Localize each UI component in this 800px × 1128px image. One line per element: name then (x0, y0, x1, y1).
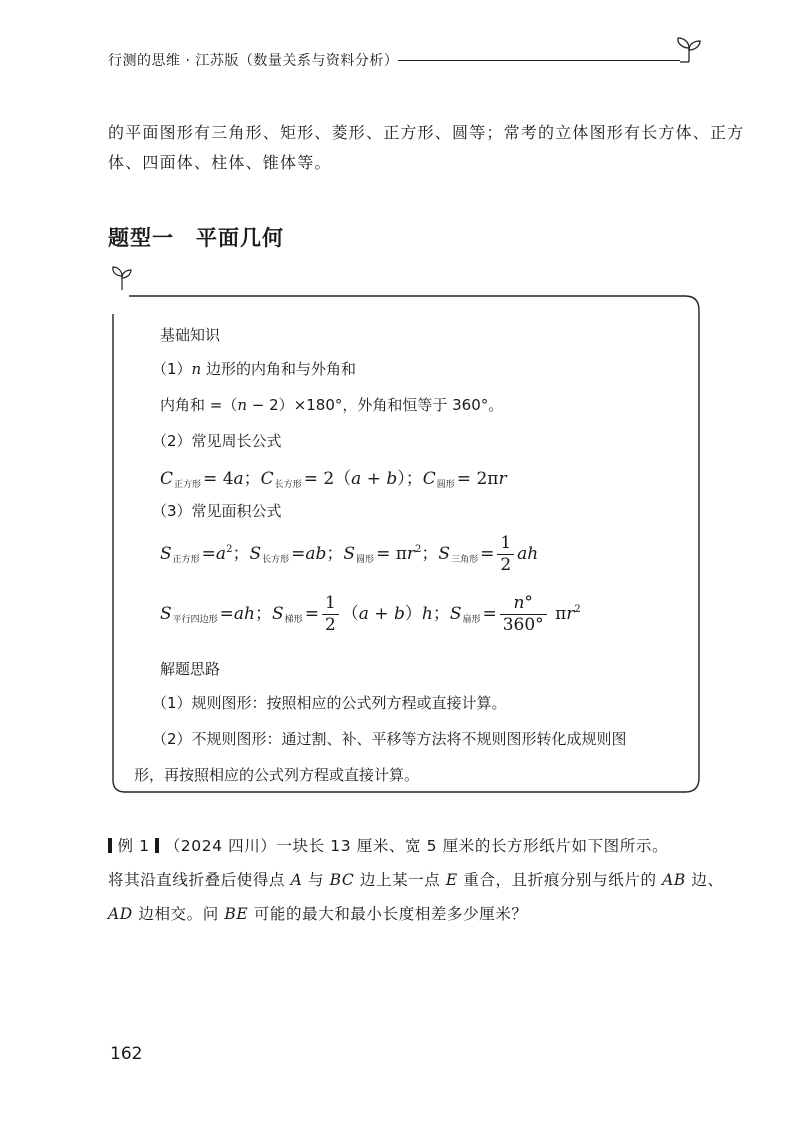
section-name: 平面几何 (196, 226, 284, 250)
page-number: 162 (110, 1044, 143, 1064)
running-header: 行测的思维 · 江苏版（数量关系与资料分析） (108, 53, 399, 69)
knowledge-heading: 基础知识 (160, 326, 221, 344)
example-line-1 (108, 834, 668, 856)
fraction-sector: $\frac{n^\circ}{360^\circ}$ (500, 594, 547, 635)
sprout-icon (672, 34, 706, 64)
area-formulas-1: $S_{正方形} =a^2$；$S_{长方形} =ab$；$S_{圆形} = \pi r^2$；$S_{三角形}$ = $\frac{1}{2}$ ah (160, 533, 539, 575)
method-heading: 解题思路 (160, 660, 221, 678)
header-rule (398, 60, 680, 61)
fraction-half: $\frac{1}{2}$ (322, 594, 339, 635)
example-marker-left (108, 838, 112, 853)
section-label: 题型一 (108, 226, 174, 250)
intro-line-1: 的平面图形有三角形、矩形、菱形、正方形、圆等；常考的立体图形有长方体、正方 (108, 123, 745, 142)
example-label: 例 1 (117, 837, 150, 855)
fraction-half: $\frac{1}{2}$ (497, 534, 514, 575)
formula-title-2: （2）常见周长公式 (152, 432, 282, 450)
example-source: （2024 四川） (164, 837, 277, 855)
example-text-1: 一块长 13 厘米、宽 5 厘米的长方形纸片如下图所示。 (276, 837, 669, 855)
formula-title-1: （1）n 边形的内角和与外角和 (152, 360, 356, 378)
example-marker-right (155, 838, 159, 853)
method-1: （1）规则图形：按照相应的公式列方程或直接计算。 (152, 694, 507, 712)
method-2-line-2: 形，再按照相应的公式列方程或直接计算。 (134, 766, 420, 784)
example-line-3: AD 边相交。问 BE 可能的最大和最小长度相差多少厘米？ (108, 905, 528, 923)
formula-title-3: （3）常见面积公式 (152, 502, 282, 520)
sprout-icon (108, 264, 136, 292)
method-2-line-1: （2）不规则图形：通过割、补、平移等方法将不规则图形转化成规则图 (152, 730, 627, 748)
intro-line-2: 体、四面体、柱体、锥体等。 (108, 153, 332, 172)
area-formulas-2: $S_{平行四边形} =ah$；$S_{梯形}$ = $\frac{1}{2}$ （a + b）h；$S_{扇形}$ = $\frac{n^\circ}{360^\circ}$ $\pi r^2$ (160, 593, 581, 635)
example-line-2: 将其沿直线折叠后使得点 A 与 BC 边上某一点 E 重合，且折痕分别与纸片的 AB 边、 (108, 871, 724, 889)
section-title (108, 222, 284, 252)
perimeter-formulas: $C_{正方形} = 4a$；$C_{长方形} = 2(a + b)$；$C_{圆形} = 2\pi r$ (160, 469, 507, 490)
angle-sum-formula: 内角和 =（n − 2）×180°，外角和恒等于 360°。 (160, 396, 504, 414)
